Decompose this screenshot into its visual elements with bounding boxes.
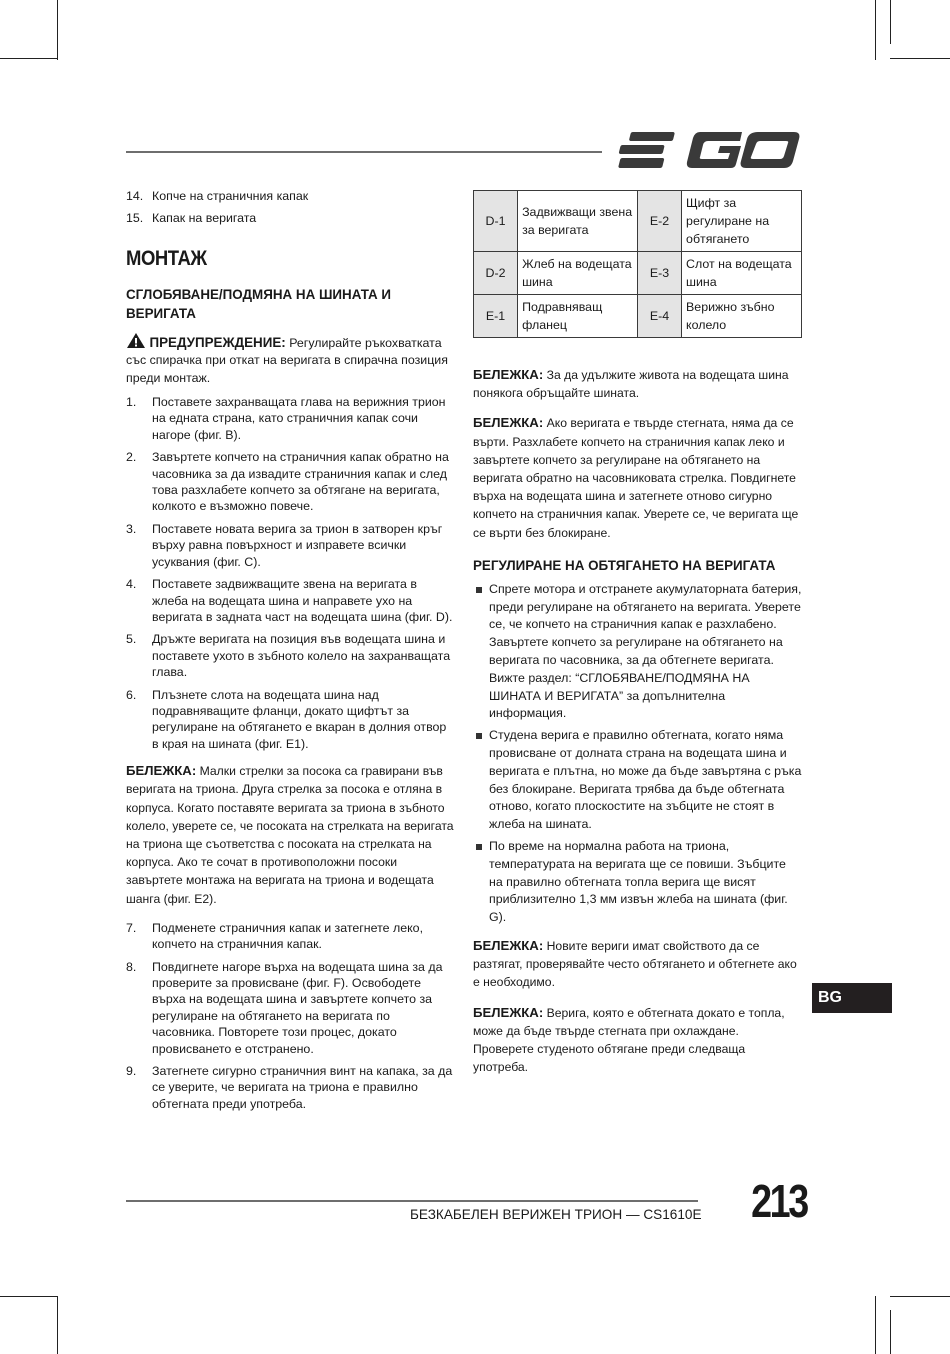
tension-bullets (473, 581, 803, 927)
bullet-icon (476, 844, 482, 850)
warning-paragraph (126, 332, 456, 387)
list-item: По време на нормална работа на триона, температурата на веригата ще се повиши. Зъбците на правилно обтегната топла верига ще висят приблизително 1,3 мм извън жлеба на шината (фиг. G). (473, 838, 803, 927)
list-item: 9. Затегнете сигурно страничния винт на капака, за да се уверите, че веригата на триона е правилно обтегната преди употреба. (126, 1064, 453, 1111)
warning-text: Регулирайте ръкохватката със спирачка при откат на веригата в спирачна позиция преди монтаж. (126, 335, 448, 385)
subsection-title: РЕГУЛИРАНЕ НА ОБТЯГАНЕТО НА ВЕРИГАТА (473, 557, 776, 573)
crop-mark (57, 1296, 58, 1354)
crop-mark (0, 1296, 58, 1297)
list-item: 1. Поставете захранващата глава на верижния трион на едната страна, като страничния капак сочи нагоре (фиг. B). (126, 395, 446, 442)
note-paragraph: БЕЛЕЖКА: Верига, която е обтегната докато е топла, може да бъде твърде стегната при охлаждане. Проверете студеното обтягане преди следваща употреба. (473, 1004, 785, 1075)
list-item: Спрете мотора и отстранете акумулаторната батерия, преди регулиране на обтягането на веригата. Уверете се, че копчето на страничния капак е разхлабено. Завъртете копчето за регулиране на обтягането на веригата по часовника, за да обтегнете веригата. Вижте раздел: “СГЛОБЯВАНЕ/ПОДМЯНА НА ШИНАТА И ВЕРИГАТА” за допълнителна информация. (473, 581, 803, 723)
parts-table (473, 190, 802, 338)
list-item: 14. Копче на страничния капак (126, 189, 309, 203)
crop-mark (890, 1296, 950, 1297)
list-item: 6. Плъзнете слота на водещата шина над подравняващите фланци, докато щифтът за регулиране на обтягането е вкаран в долния отвор в края на шината (фиг. E1). (126, 687, 447, 751)
warning-label: ПРЕДУПРЕЖДЕНИЕ: (149, 334, 286, 350)
note-paragraph: БЕЛЕЖКА: Малки стрелки за посока са гравирани във веригата на триона. Друга стрелка за посока е отляна в корпуса. Когато поставяте веригата за триона в зъбното колело, уверете се, че посоката на стрелката на веригата на триона ще съответства с посоката на стрелката на корпуса. Ако те сочат в противоположни посоки завъртете монтажа на веригата на триона и водещата шанга (фиг. E2). (126, 763, 454, 906)
note-paragraph: БЕЛЕЖКА: Новите вериги имат свойството да се разтягат, проверявайте често обтягането и обтегнете ако е необходимо. (473, 937, 797, 990)
bullet-icon (476, 587, 482, 593)
assembly-steps (126, 394, 456, 752)
table-row: D-1 Задвижващи звена за веригата E-2 Щифт за регулиране на обтягането (474, 191, 802, 252)
footer-rule (126, 1200, 698, 1202)
list-item: 5. Дръжте веригата на позиция във водещата шина и поставете ухото в зъбното колело на захранващата глава. (126, 632, 451, 680)
right-column (473, 190, 803, 1088)
list-item: 7. Подменете страничния капак и затегнете леко, копчето на страничния капак. (126, 920, 424, 952)
crop-mark (890, 0, 891, 44)
list-item: 15. Капак на веригата (126, 211, 257, 226)
crop-mark (875, 0, 876, 60)
left-column (126, 188, 456, 1118)
crop-mark (890, 58, 950, 59)
language-tab: BG (812, 983, 892, 1013)
list-item: 3. Поставете новата верига за трион в затворен кръг върху равна повърхност и изправете всички усуквания (фиг. C). (126, 521, 443, 569)
assembly-steps-continued (126, 920, 456, 1112)
list-item: Студена верига е правилно обтегната, когато няма провисване от долната страна на водещата шина и веригата е плътна, но може да бъде завъртяна с ръка без блокиране. Веригата трябва да бъде обтегната отново, когато плоскостите на зъбците не стоят в жлеба на шината. (473, 727, 803, 834)
list-item: 8. Повдигнете нагоре върха на водещата шина за да проверите за провисване (фиг. F). Освободете върха на водещата шина и завъртете копчето за регулиране на обтягането на веригата по часовника. Повторете този процес, докато провисването е отстранено. (126, 959, 443, 1056)
parts-list-continued (126, 188, 456, 227)
page-number: 213 (751, 1175, 807, 1227)
section-title: МОНТАЖ (126, 246, 207, 270)
crop-mark (890, 1310, 891, 1354)
crop-mark (57, 0, 58, 60)
header-rule (126, 151, 602, 153)
list-item: 2. Завъртете копчето на страничния капак обратно на часовника за да извадите страничния капак и след това разхлабете копчето за обтягане на веригата, колкото е възможно повече. (126, 450, 449, 514)
list-item: 4. Поставете задвижващите звена на веригата в жлеба на водещата шина и направете ухо на веригата в задната част на водещата шина (фиг. D). (126, 577, 453, 624)
ego-logo (616, 128, 802, 172)
table-row: E-1 Подравняващ фланец E-4 Верижно зъбно колело (474, 295, 802, 338)
bullet-icon (476, 733, 482, 739)
footer-title: БЕЗКАБЕЛЕН ВЕРИЖЕН ТРИОН — CS1610E (410, 1207, 702, 1222)
note-paragraph: БЕЛЕЖКА: За да удължите живота на водещата шина понякога обръщайте шината. (473, 367, 789, 401)
crop-mark (0, 58, 58, 59)
note-paragraph: БЕЛЕЖКА: Ако веригата е твърде стегната, няма да се върти. Разхлабете копчето на страничния капак леко и завъртете копчето за регулиране на обтягането на веригата обратно на часовниковата стрелка. Повдигнете върха на водещата шина и затегнете отново сигурно копчето на страничния капак. Уверете се, че веригата ще се върти без блокиране. (473, 415, 799, 540)
table-row: D-2 Жлеб на водещата шина E-3 Слот на водещата шина (474, 252, 802, 295)
warning-icon (126, 332, 146, 349)
subsection-title: СГЛОБЯВАНЕ/ПОДМЯНА НА ШИНАТА И ВЕРИГАТА (126, 286, 392, 321)
crop-mark (875, 1296, 876, 1354)
